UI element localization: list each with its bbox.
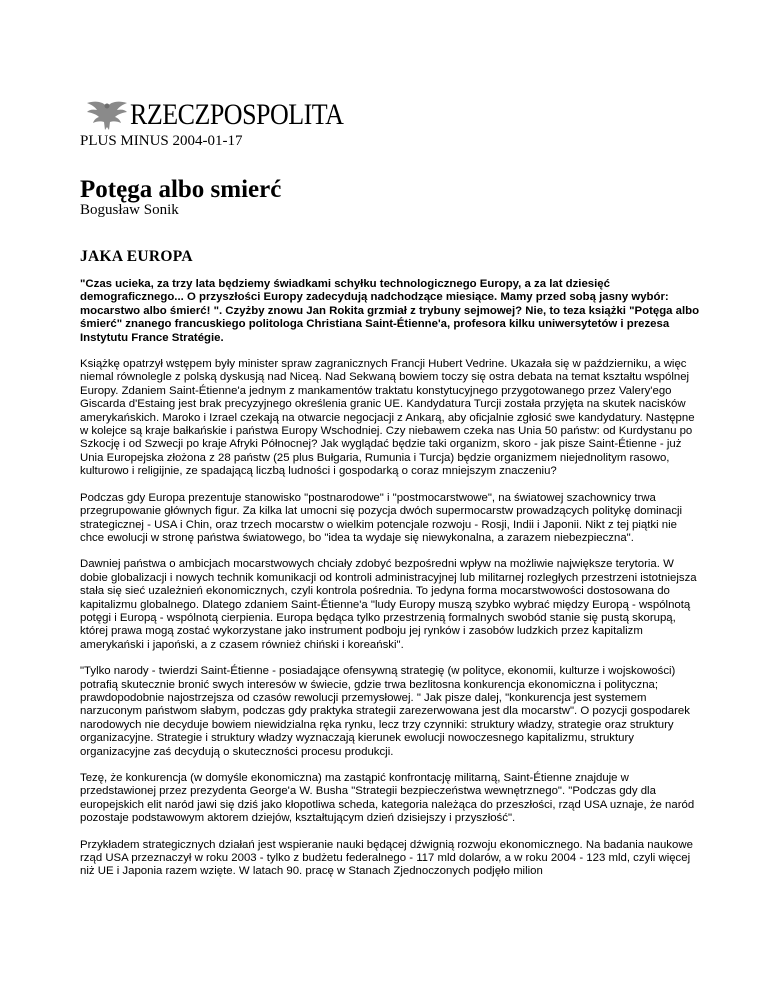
paragraph: Dawniej państwa o ambicjach mocarstwowych chciały zdobyć bezpośredni wpływ na możliwie największe terytoria. W dobie globalizacji i nowych technik komunikacji od kontroli administracyjnej lub militarnej rozległych przestrzeni istotniejsza stała się sieć uzależnień ekonomicznych, czyli kontrola pośrednia. To jedyna forma mocarstwowości dostosowana do kapitalizmu globalnego. Dlatego zdaniem Saint-Étienne'a "ludy Europy muszą szybko wybrać między Europą - wspólnotą potęgi i Europą - wspólnotą cierpienia. Europa będąca tylko przestrzenią formalnych swobód stanie się pustą skorupą, której prawa mogą zostać wykorzystane jako instrument podboju jej rynków i zasobów ludzkich przez kapitalizm amerykański i japoński, a z czasem również chiński i koreański". bbox=[80, 558, 697, 651]
article-lead: "Czas ucieka, za trzy lata będziemy świadkami schyłku technologicznego Europy, a za lat dziesięć demograficznego... O przyszłości Europy zadecydują nadchodzące miesiące. Mamy przed sobą jasny wybór: mocarstwo albo śmierć! ". Czyżby znowu Jan Rokita grzmiał z trybuny sejmowej? Nie, to teza książki "Potęga albo śmierć" znanego francuskiego politologa Christiana Saint-Étienne'a, profesora kilku uniwersytetów i prezesa Instytutu France Stratégie. bbox=[80, 278, 700, 344]
paragraph: "Tylko narody - twierdzi Saint-Étienne - posiadające ofensywną strategię (w polityce, ekonomii, kulturze i wojskowości) potrafią skutecznie bronić swych interesów w świecie, gdzie trwa bezlitosna konkurencja ekonomiczna i polityczna; prawdopodobnie najostrzejsza od czasów rewolucji przemysłowej. " Jak pisze dalej, "konkurencja jest systemem narzuconym państwom słabym, podczas gdy praktyka strategii zarezerwowana jest dla mocarstw". O pozycji gospodarek narodowych nie decyduje bowiem niewidzialna ręka rynku, lecz trzy czynniki: struktury władzy, strategie oraz struktury organizacyjne. Strategie i struktury władzy wyznaczają kierunek ewolucji nowoczesnego kapitalizmu, struktury organizacyjne zaś decydują o skuteczności procesu produkcji. bbox=[80, 665, 690, 758]
paragraph: Podczas gdy Europa prezentuje stanowisko "postnarodowe" i "postmocarstwowe", na światowej szachownicy trwa przegrupowanie głównych figur. Za kilka lat umocni się pozycja dwóch supermocarstw prowadzących politykę dominacji strategicznej - USA i Chin, oraz trzech mocarstw o wielkim potencjale rozwoju - Rosji, Indii i Japonii. Nikt z tej piątki nie chce ewolucji w stronę państwa światowego, bo "idea ta wydaje się niewykonalna, a zarazem niebezpieczna". bbox=[80, 491, 683, 544]
issue-date: PLUS MINUS 2004-01-17 bbox=[80, 133, 243, 149]
paragraph: Przykładem strategicznych działań jest wspieranie nauki będącej dźwignią rozwoju ekonomicznego. Na badania naukowe rząd USA przeznaczył w roku 2003 - tylko z budżetu federalnego - 117 mld dolarów, a w roku 2004 - 123 mld, czyli więcej niż UE i Japonia razem wzięte. W latach 90. pracę w Stanach Zjednoczonych podjęło milion bbox=[80, 838, 693, 878]
article-title: Potęga albo smierć bbox=[80, 176, 282, 203]
article-author: Bogusław Sonik bbox=[80, 202, 179, 218]
paragraph: Książkę opatrzył wstępem były minister spraw zagranicznych Francji Hubert Vedrine. Ukazała się w październiku, a więc niemal równolegle z polską dyskusją nad Niceą. Nad Sekwaną bowiem toczy się ostra debata na temat kształtu wspólnej Europy. Zdaniem Saint-Étienne'a jednym z mankamentów traktatu konstytucyjnego przygotowanego przez Valery'ego Giscarda d'Estaing jest brak precyzyjnego określenia granic UE. Kandydatura Turcji została przyjęta na skutek nacisków amerykańskich. Maroko i Izrael czekają na otwarcie negocjacji z Ankarą, aby oficjalnie zgłosić swe kandydatury. Następne w kolejce są kraje bałkańskie i państwa Europy Wschodniej. Czy niebawem czeka nas Unia 50 państw: od Kurdystanu po Szkocję i od Szwecji po kraje Afryki Północnej? Jak wyglądać będzie taki organizm, skoro - jak pisze Saint-Étienne - już Unia Europejska złożona z 28 państw (25 plus Bułgaria, Rumunia i Turcja) będzie organizmem niejednolitym rasowo, kulturowo i religijnie, ze spadającą liczbą ludności i gospodarką o coraz mniejszym znaczeniu? bbox=[80, 358, 695, 478]
eagle-emblem-icon bbox=[86, 98, 128, 132]
paragraph: Tezę, że konkurencja (w domyśle ekonomiczna) ma zastąpić konfrontację militarną, Saint-Étienne znajduje w przedstawionej przez prezydenta George'a W. Busha "Strategii bezpieczeństwa wewnętrznego". "Podczas gdy dla europejskich elit naród jawi się dziś jako kłopotliwa scheda, kategoria należąca do przeszłości, rząd USA uznaje, że naród pozostaje podstawowym aktorem dziejów, kształtującym dzień dzisiejszy i przyszłość". bbox=[80, 772, 695, 825]
newspaper-logo bbox=[86, 98, 343, 132]
article-body bbox=[80, 278, 700, 892]
section-heading: JAKA EUROPA bbox=[80, 248, 193, 265]
newspaper-masthead: RZECZPOSPOLITA bbox=[130, 98, 344, 131]
